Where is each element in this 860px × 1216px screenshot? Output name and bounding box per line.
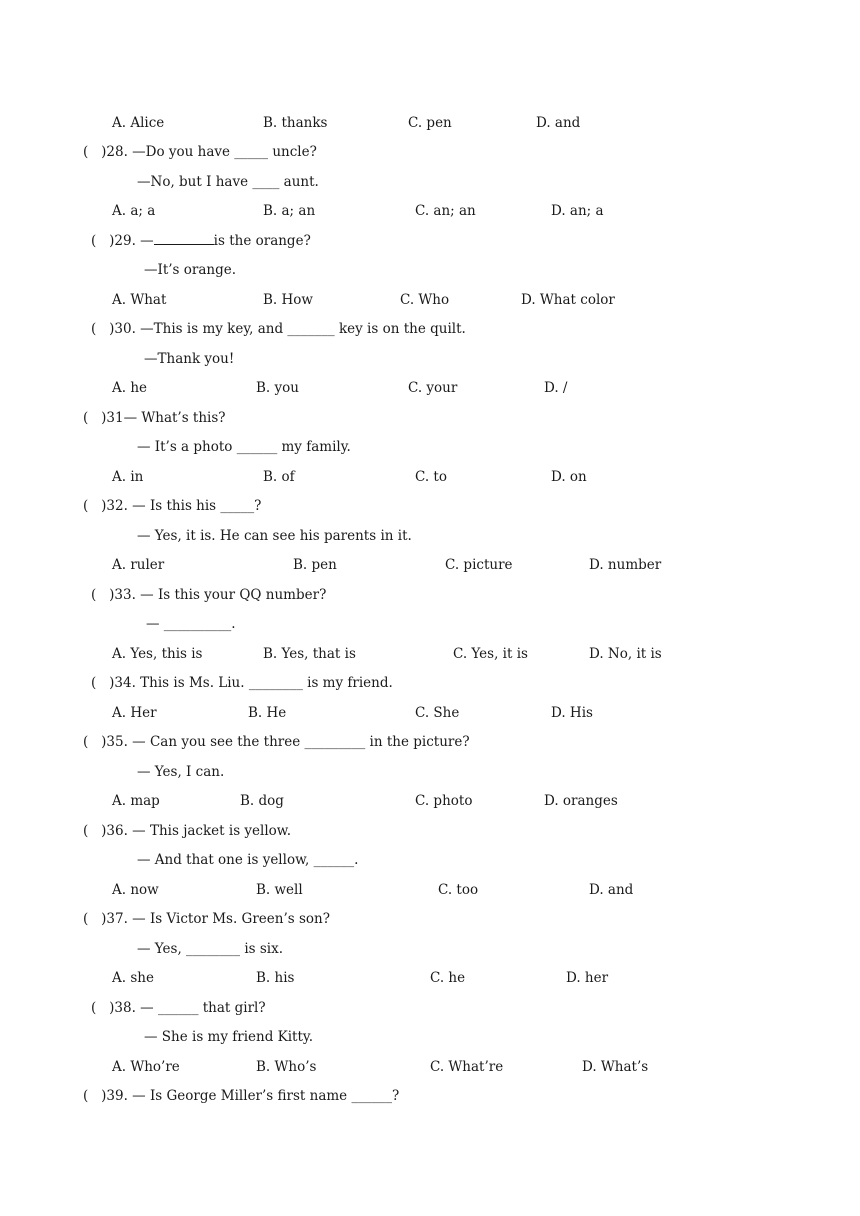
- answer-option: A. she: [112, 970, 154, 986]
- answer-option: B. his: [256, 970, 295, 986]
- answer-option: C. She: [415, 705, 460, 721]
- answer-option: A. map: [112, 793, 160, 809]
- answer-option: A. Alice: [112, 115, 165, 131]
- answer-option: B. a; an: [263, 203, 316, 219]
- answer-option: B. pen: [293, 557, 337, 573]
- answer-blank: [154, 231, 214, 245]
- question-text: is the orange?: [213, 233, 311, 249]
- answer-option: B. Yes, that is: [263, 646, 356, 662]
- answer-option: C. Who: [400, 292, 450, 308]
- question-line: ( )30. —This is my key, and _______ key is on the quilt.: [91, 321, 466, 337]
- question-line: ( )34. This is Ms. Liu. ________ is my friend.: [91, 675, 393, 691]
- answer-option: D. on: [551, 469, 587, 485]
- answer-option: C. What’re: [430, 1059, 504, 1075]
- answer-option: C. to: [415, 469, 447, 485]
- answer-option: A. What: [112, 292, 167, 308]
- answer-option: C. an; an: [415, 203, 476, 219]
- answer-option: A. Yes, this is: [112, 646, 203, 662]
- answer-option: D. oranges: [544, 793, 618, 809]
- question-line: — Yes, I can.: [137, 764, 225, 780]
- question-line: ( )28. —Do you have _____ uncle?: [83, 144, 317, 160]
- question-line: — And that one is yellow, ______.: [137, 852, 359, 868]
- answer-option: B. you: [256, 380, 299, 396]
- answer-option: B. dog: [240, 793, 284, 809]
- answer-option: D. /: [544, 380, 568, 396]
- question-line: —Thank you!: [144, 351, 235, 367]
- answer-option: C. picture: [445, 557, 513, 573]
- answer-option: C. he: [430, 970, 466, 986]
- answer-option: C. pen: [408, 115, 452, 131]
- question-line: —It’s orange.: [144, 262, 237, 278]
- question-line: ( )35. — Can you see the three _________ in the picture?: [83, 734, 470, 750]
- answer-option: B. well: [256, 882, 303, 898]
- answer-option: D. and: [589, 882, 634, 898]
- question-text: ( )29. —: [91, 233, 154, 249]
- answer-option: D. No, it is: [589, 646, 662, 662]
- question-line: [91, 231, 311, 251]
- question-line: ( )36. — This jacket is yellow.: [83, 823, 292, 839]
- answer-option: A. now: [112, 882, 159, 898]
- answer-option: A. Her: [112, 705, 157, 721]
- answer-option: D. her: [566, 970, 609, 986]
- question-line: — __________.: [146, 616, 236, 632]
- answer-option: D. number: [589, 557, 662, 573]
- question-line: — It’s a photo ______ my family.: [137, 439, 351, 455]
- question-line: ( )39. — Is George Miller’s first name ______?: [83, 1088, 400, 1104]
- answer-option: C. too: [438, 882, 479, 898]
- answer-option: D. What’s: [582, 1059, 649, 1075]
- question-line: ( )37. — Is Victor Ms. Green’s son?: [83, 911, 330, 927]
- question-line: — Yes, it is. He can see his parents in it.: [137, 528, 412, 544]
- answer-option: A. he: [112, 380, 148, 396]
- answer-option: B. How: [263, 292, 313, 308]
- answer-option: D. His: [551, 705, 593, 721]
- question-line: — Yes, ________ is six.: [137, 941, 284, 957]
- answer-option: D. and: [536, 115, 581, 131]
- answer-option: A. a; a: [112, 203, 156, 219]
- question-line: ( )38. — ______ that girl?: [91, 1000, 266, 1016]
- answer-option: C. your: [408, 380, 458, 396]
- answer-option: B. of: [263, 469, 295, 485]
- answer-option: C. photo: [415, 793, 473, 809]
- answer-option: A. in: [112, 469, 144, 485]
- answer-option: B. thanks: [263, 115, 328, 131]
- answer-option: D. What color: [521, 292, 615, 308]
- answer-option: B. Who’s: [256, 1059, 317, 1075]
- answer-option: A. ruler: [112, 557, 165, 573]
- question-line: ( )31— What’s this?: [83, 410, 226, 426]
- question-line: ( )32. — Is this his _____?: [83, 498, 262, 514]
- question-line: ( )33. — Is this your QQ number?: [91, 587, 327, 603]
- answer-option: D. an; a: [551, 203, 604, 219]
- answer-option: C. Yes, it is: [453, 646, 528, 662]
- answer-option: B. He: [248, 705, 287, 721]
- answer-option: A. Who’re: [112, 1059, 180, 1075]
- question-line: —No, but I have ____ aunt.: [137, 174, 319, 190]
- question-line: — She is my friend Kitty.: [144, 1029, 314, 1045]
